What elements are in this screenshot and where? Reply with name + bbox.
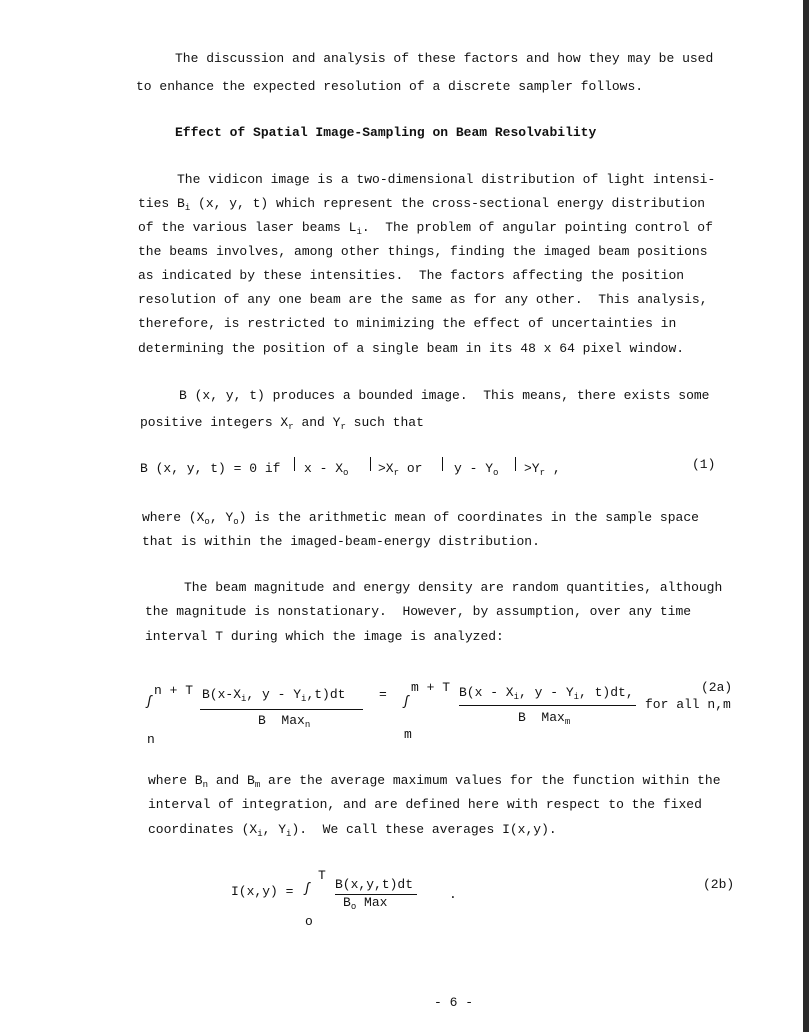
eq1-x-bound: $>X_r$ or: [378, 461, 423, 478]
eq2b-period: .: [449, 887, 457, 902]
intro-line-1: The discussion and analysis of these factors and how they may be used: [175, 51, 714, 66]
eq1-lhs: B (x, y, t) = 0 if: [140, 461, 281, 476]
abs-bar: [370, 457, 371, 471]
p1-line-3: of the various laser beams $L_i$. The problem of angular pointing control of: [138, 220, 713, 237]
eq2a-left-denominator: B Max$_n$: [258, 713, 311, 730]
integral-upper-limit: m + T: [411, 680, 451, 695]
p5-line-1: where $B_n$ and $B_m$ are the average maximum values for the function within the: [148, 773, 721, 790]
integral-sign: ʃ: [145, 694, 154, 710]
p1-line-2: ties $B_i$ (x, y, t) which represent the cross-sectional energy distribution: [138, 196, 706, 213]
p4-line-3: interval T during which the image is analyzed:: [145, 629, 504, 644]
integral-sign: ʃ: [402, 694, 411, 710]
eq2b-numerator: B(x,y,t)dt: [335, 877, 414, 892]
integral-lower-limit: m: [404, 727, 412, 742]
p1-line-1: The vidicon image is a two-dimensional distribution of light intensi-: [177, 172, 716, 187]
p2-line-2: positive integers $X_r$ and $Y_r$ such that: [140, 415, 424, 432]
p1-line-4: the beams involves, among other things, finding the imaged beam positions: [138, 244, 708, 259]
scan-edge: [803, 0, 809, 1032]
integral-lower-limit: n: [147, 732, 155, 747]
equation-number: (2b): [703, 877, 735, 892]
p1-line-6: resolution of any one beam are the same as for any other. This analysis,: [138, 292, 708, 307]
intro-line-2: to enhance the expected resolution of a discrete sampler follows.: [136, 79, 644, 94]
eq2a-right-numerator: $B(x - X_i$, y - $Y_i$, t)dt,: [459, 685, 634, 702]
p4-line-2: the magnitude is nonstationary. However, by assumption, over any time: [145, 604, 692, 619]
integral-upper-limit: n + T: [154, 683, 194, 698]
equals-sign: =: [379, 687, 387, 702]
p1-line-7: therefore, is restricted to minimizing the effect of uncertainties in: [138, 316, 677, 331]
abs-bar: [442, 457, 443, 471]
abs-bar: [515, 457, 516, 471]
p1-line-5: as indicated by these intensities. The factors affecting the position: [138, 268, 685, 283]
p5-line-3: coordinates ($X_i$, $Y_i$). We call these averages I(x,y).: [148, 822, 557, 839]
fraction-bar: [200, 709, 363, 710]
eq1-y-term: y - $Y_o$: [454, 461, 499, 478]
eq2a-right-denominator: B Max$_m$: [518, 710, 571, 727]
eq1-x-term: x - $X_o$: [304, 461, 349, 478]
eq2b-lhs: I(x,y) =: [231, 884, 294, 899]
eq2a-condition: for all n,m: [645, 697, 731, 712]
eq1-y-bound: $>Y_r$ ,: [524, 461, 561, 478]
equation-number: (2a): [701, 680, 733, 695]
page-number: - 6 -: [434, 995, 474, 1010]
abs-bar: [294, 457, 295, 471]
p1-line-8: determining the position of a single beam in its 48 x 64 pixel window.: [138, 341, 685, 356]
p4-line-1: The beam magnitude and energy density are random quantities, although: [184, 580, 723, 595]
section-heading: Effect of Spatial Image-Sampling on Beam Resolvability: [175, 125, 597, 140]
eq2a-left-numerator: $B(x-X_i$, y - $Y_i,t)dt$: [202, 687, 346, 704]
p3-line-2: that is within the imaged-beam-energy distribution.: [142, 534, 540, 549]
p5-line-2: interval of integration, and are defined here with respect to the fixed: [148, 797, 702, 812]
integral-upper-limit: T: [318, 868, 326, 883]
equation-number: (1): [692, 457, 716, 472]
fraction-bar: [459, 705, 636, 706]
p3-line-1: where ($X_o$, $Y_o$) is the arithmetic mean of coordinates in the sample space: [142, 510, 699, 527]
eq2b-denominator: $B_o$ Max: [343, 895, 388, 912]
integral-lower-limit: o: [305, 914, 313, 929]
p2-line-1: B (x, y, t) produces a bounded image. This means, there exists some: [179, 388, 710, 403]
integral-sign: ʃ: [303, 881, 312, 897]
